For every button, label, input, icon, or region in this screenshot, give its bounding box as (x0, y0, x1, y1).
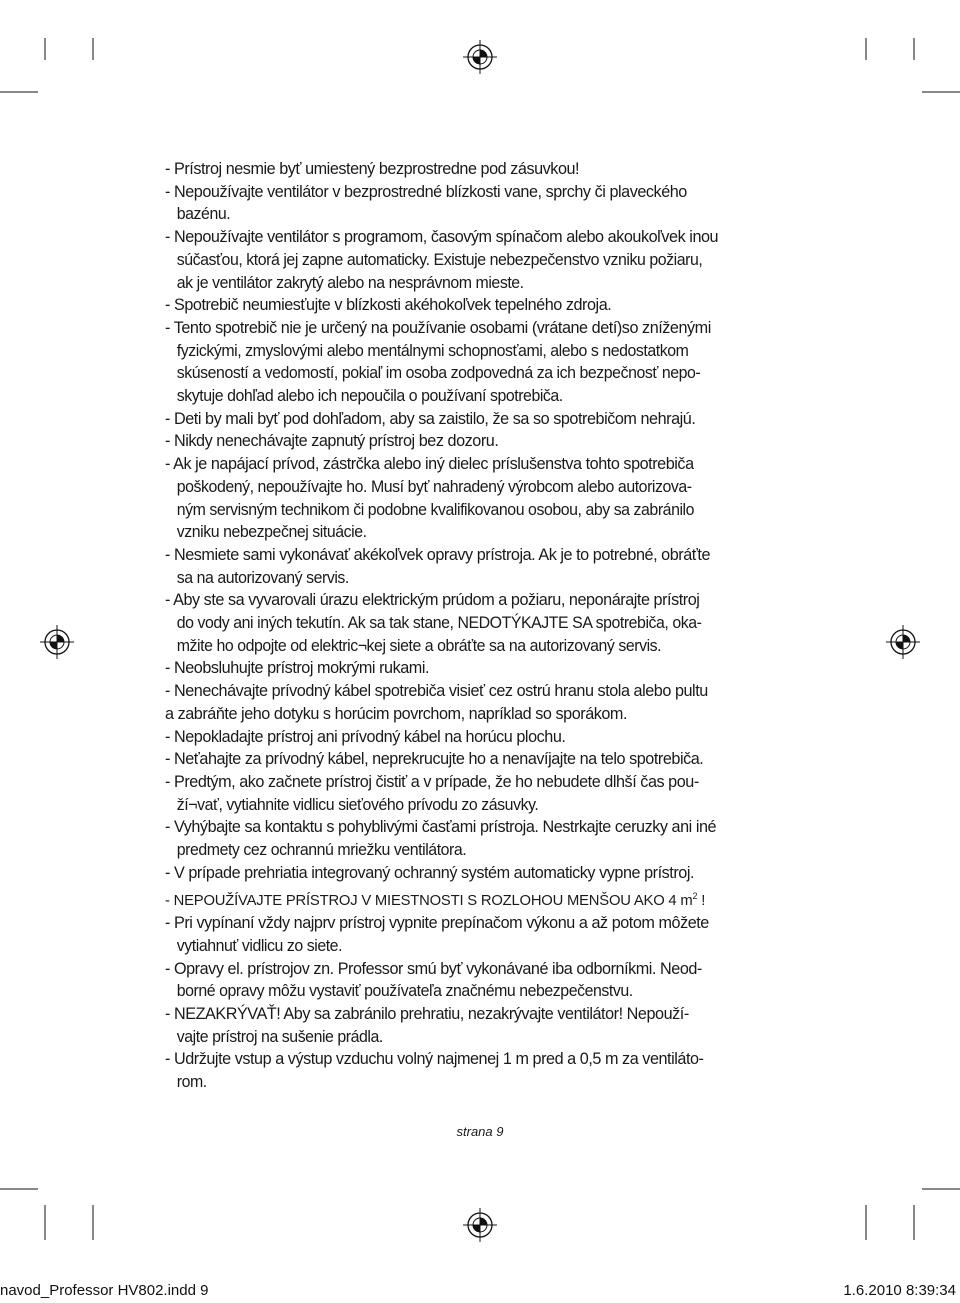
instruction-line: - NEZAKRÝVAŤ! Aby sa zabránilo prehratiu, nezakrývajte ventilátor! Nepouží- (165, 1005, 689, 1024)
instruction-line: - Spotrebič neumiesťujte v blízkosti akéhokoľvek tepelného zdroja. (165, 296, 612, 315)
instruction-item-continuation (165, 203, 785, 226)
instruction-line: - NEPOUŽÍVAJTE PRÍSTROJ V MIESTNOSTI S ROZLOHOU MENŠOU AKO 4 m (165, 892, 693, 909)
instruction-line: rom. (176, 1073, 207, 1092)
instruction-item-continuation (165, 340, 785, 363)
instruction-line: fyzickými, zmyslovými alebo mentálnymi schopnosťami, alebo s nedostatkom (176, 341, 689, 360)
instruction-line: poškodený, nepoužívajte ho. Musí byť nahradený výrobcom alebo autorizova- (176, 477, 692, 496)
instruction-line: vajte prístroj na sušenie prádla. (176, 1027, 383, 1046)
safety-instructions-list (165, 158, 797, 1094)
instruction-item (165, 317, 797, 340)
instruction-item (165, 912, 797, 935)
instruction-line: - Deti by mali byť pod dohľadom, aby sa zaistilo, že sa so spotrebičom nehrajú. (165, 409, 696, 428)
instruction-item-continuation (165, 635, 785, 658)
instruction-item (165, 589, 797, 612)
instruction-line: - Nepoužívajte ventilátor v bezprostredné blízkosti vane, sprchy či plaveckého (165, 182, 687, 201)
instruction-line: - V prípade prehriatia integrovaný ochranný systém automaticky vypne prístroj. (165, 863, 695, 882)
instruction-item (165, 816, 797, 839)
instruction-item (165, 771, 797, 794)
slug-timestamp: 1.6.2010 8:39:34 (843, 1282, 956, 1299)
instruction-line: sa na autorizovaný servis. (176, 568, 349, 587)
instruction-item (165, 408, 797, 431)
instruction-item-continuation (165, 612, 785, 635)
instruction-line: - Nenechávajte prívodný kábel spotrebiča visieť cez ostrú hranu stola alebo pultu (165, 682, 708, 701)
instruction-item (165, 544, 797, 567)
instruction-line: - Pri vypínaní vždy najprv prístroj vypnite prepínačom výkonu a až potom môžete (165, 914, 709, 933)
instruction-item-continuation (165, 1071, 785, 1094)
instruction-line: - Vyhýbajte sa kontaktu s pohyblivými časťami prístroja. Nestrkajte ceruzky ani iné (165, 818, 717, 837)
instruction-line: súčasťou, ktorá jej zapne automaticky. Existuje nebezpečenstvo vzniku požiaru, (176, 250, 703, 269)
instruction-item-continuation (165, 249, 785, 272)
instruction-item-continuation (165, 935, 785, 958)
registration-mark-icon (886, 625, 920, 659)
instruction-line: - Predtým, ako začnete prístroj čistiť a v prípade, že ho nebudete dlhší čas pou- (165, 772, 699, 791)
instruction-line: vytiahnuť vidlicu zo siete. (176, 936, 343, 955)
instruction-line: - Udržujte vstup a výstup vzduchu volný najmenej 1 m pred a 0,5 m za ventiláto- (165, 1050, 704, 1069)
instruction-item-continuation (165, 839, 785, 862)
instruction-item-continuation (165, 385, 785, 408)
instruction-line: a zabráňte jeho dotyku s horúcim povrchom, napríklad so sporákom. (165, 704, 628, 723)
instruction-line: - Neťahajte za prívodný kábel, neprekrucujte ho a nenavíjajte na telo spotrebiča. (165, 750, 704, 769)
instruction-line: skytuje dohľad alebo ich nepoučila o používaní spotrebiča. (176, 387, 563, 406)
instruction-line: - Ak je napájací prívod, zástrčka alebo iný dielec príslušenstva tohto spotrebiča (165, 455, 694, 474)
instruction-item (165, 430, 797, 453)
instruction-item (165, 657, 797, 680)
instruction-item (165, 748, 797, 771)
instruction-item-continuation (165, 980, 785, 1003)
instruction-item-continuation (165, 362, 785, 385)
instruction-item-continuation (165, 476, 785, 499)
instruction-item (165, 1003, 797, 1026)
instruction-item (165, 294, 797, 317)
instruction-item (165, 862, 797, 885)
instruction-item-continuation (165, 499, 785, 522)
instruction-line: ak je ventilátor zakrytý alebo na nesprávnom mieste. (176, 273, 524, 292)
slug-filename: navod_Professor HV802.indd 9 (0, 1282, 209, 1299)
instruction-line: predmety cez ochrannú mriežku ventilátora. (176, 841, 467, 860)
page-number: strana 9 (456, 1124, 504, 1139)
instruction-line: borné opravy môžu vystaviť používateľa značnému nebezpečenstvu. (176, 982, 633, 1001)
registration-mark-icon (463, 40, 497, 74)
instruction-line: - Nepoužívajte ventilátor s programom, časovým spínačom alebo akoukoľvek inou (165, 228, 719, 247)
instruction-item (165, 181, 797, 204)
instruction-item (165, 158, 797, 181)
instruction-line: skúseností a vedomostí, pokiaľ im osoba zodpovedná za ich bezpečnosť nepo- (176, 364, 701, 383)
instruction-line: - Opravy el. prístrojov zn. Professor smú byť vykonávané iba odborníkmi. Neod- (165, 959, 702, 978)
instruction-item (165, 1048, 797, 1071)
superscript: 2 (692, 890, 698, 901)
instruction-line: - Prístroj nesmie byť umiestený bezprostredne pod zásuvkou! (165, 160, 580, 178)
instruction-line: - Tento spotrebič nie je určený na používanie osobami (vrátane detí)so zníženými (165, 318, 711, 337)
instruction-line: do vody ani iných tekutín. Ak sa tak stane, NEDOTÝKAJTE SA spotrebiča, oka- (176, 614, 702, 633)
instruction-tail: ! (697, 892, 706, 909)
instruction-item-continuation (165, 567, 785, 590)
registration-mark-icon (463, 1208, 497, 1242)
instruction-line: ží¬vať, vytiahnite vidlicu sieťového prívodu zo zásuvky. (176, 795, 539, 814)
instruction-item-continuation (165, 1026, 785, 1049)
instruction-line: vzniku nebezpečnej situácie. (176, 523, 367, 542)
instruction-line: - Nepokladajte prístroj ani prívodný kábel na horúcu plochu. (165, 727, 566, 746)
instruction-item (165, 226, 797, 249)
registration-mark-icon (40, 625, 74, 659)
instruction-item (165, 726, 797, 749)
instruction-line: - Neobsluhujte prístroj mokrými rukami. (165, 659, 430, 678)
instruction-item-continuation (165, 703, 797, 726)
instruction-line: - Aby ste sa vyvarovali úrazu elektrickým prúdom a požiaru, neponárajte prístroj (165, 591, 700, 610)
instruction-item (165, 680, 797, 703)
instruction-line: - Nesmiete sami vykonávať akékoľvek opravy prístroja. Ak je to potrebné, obráťte (165, 545, 710, 564)
instruction-line: mžite ho odpojte od elektric¬kej siete a obráťte sa na autorizovaný servis. (176, 636, 662, 655)
instruction-item (165, 453, 797, 476)
instruction-item-continuation (165, 272, 785, 295)
instruction-item (165, 958, 797, 981)
instruction-item-continuation (165, 794, 785, 817)
instruction-line: bazénu. (176, 205, 231, 224)
instruction-item-continuation (165, 521, 785, 544)
instruction-line: ným servisným technikom či podobne kvalifikovanou osobou, aby sa zabránilo (176, 500, 695, 519)
instruction-line: - Nikdy nenechávajte zapnutý prístroj bez dozoru. (165, 432, 499, 451)
instruction-item (165, 885, 797, 913)
